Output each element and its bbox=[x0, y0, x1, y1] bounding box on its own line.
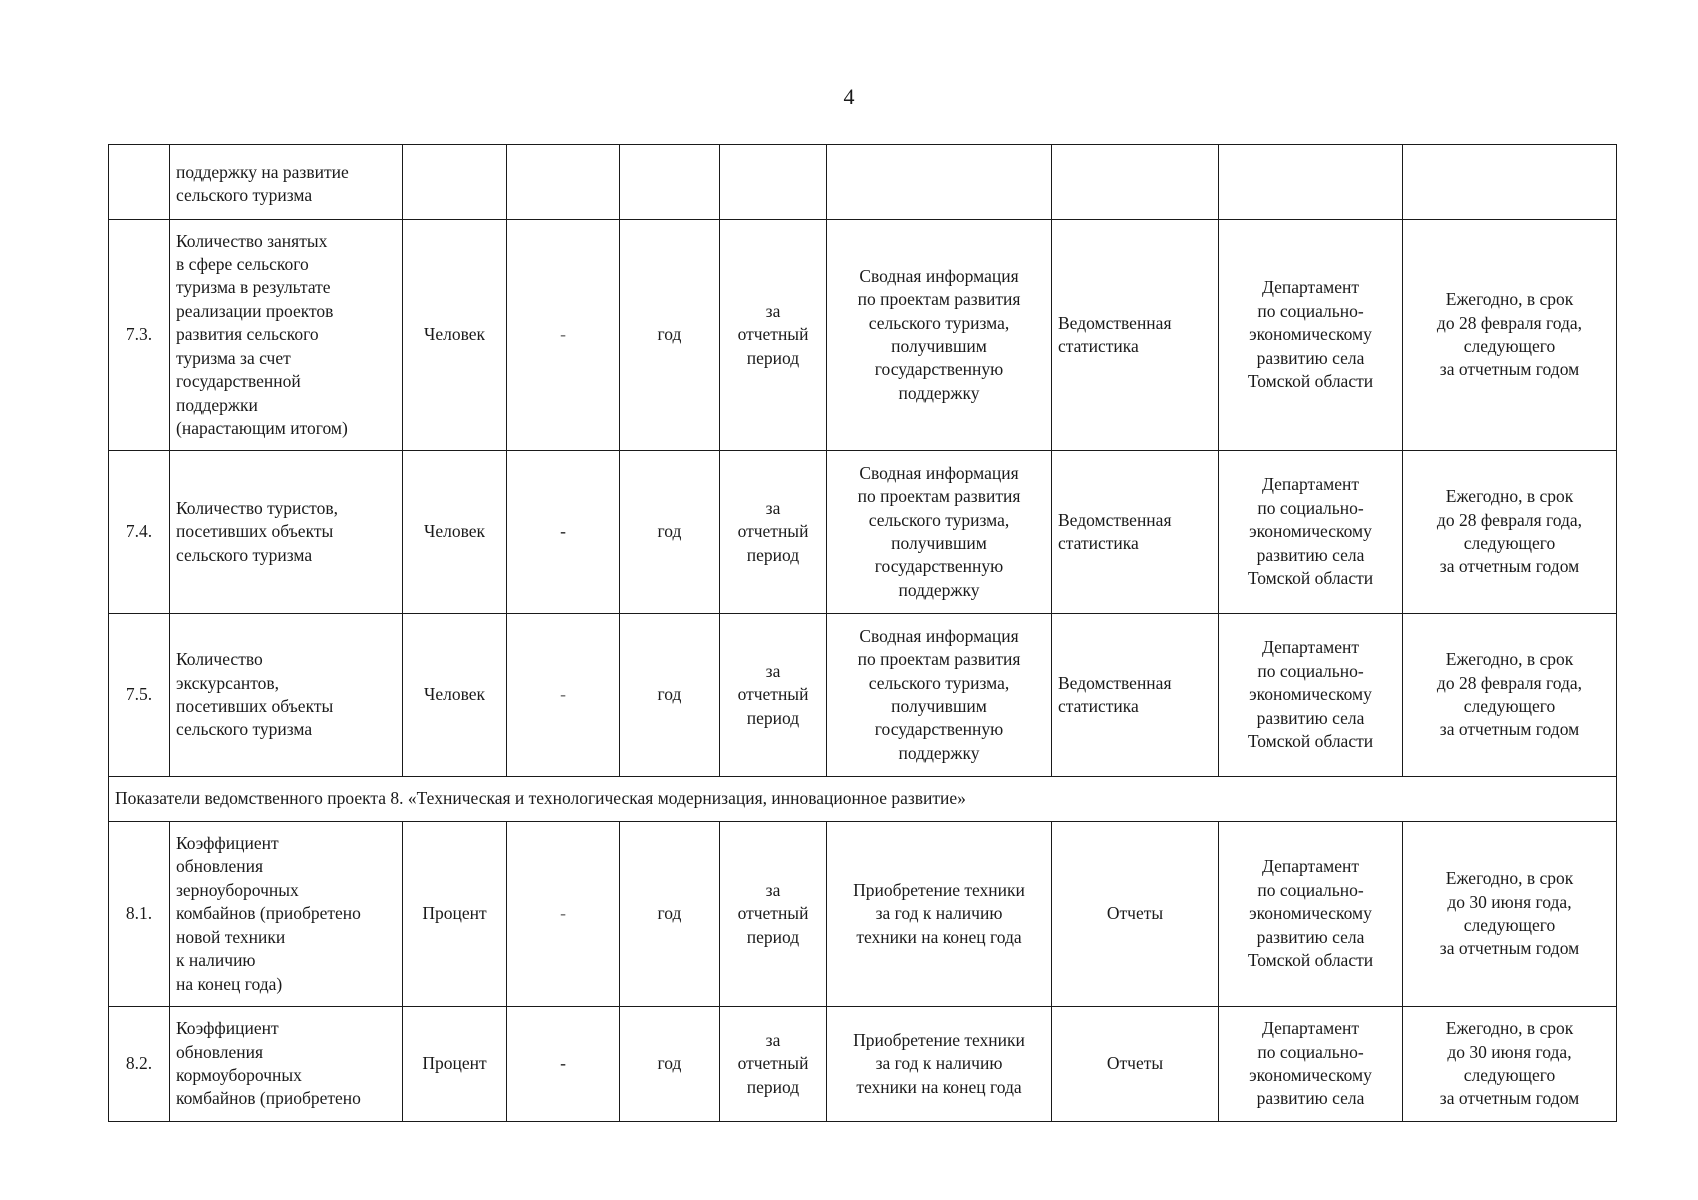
cell-attr bbox=[507, 220, 620, 451]
cell-deadline bbox=[1403, 220, 1617, 451]
cell-characteristic bbox=[720, 1007, 827, 1122]
cell-indicator-name bbox=[170, 220, 403, 451]
deadline-text: Ежегодно, в срок до 28 февраля года, следующего за отчетным годом bbox=[1436, 486, 1583, 577]
cell-method bbox=[827, 220, 1052, 451]
method-text: Приобретение техники за год к наличию техники на конец года bbox=[853, 879, 1025, 947]
deadline-text: Ежегодно, в срок до 28 февраля года, следующего за отчетным годом bbox=[1436, 649, 1583, 740]
cell-unit: Человек bbox=[403, 451, 507, 614]
cell-deadline bbox=[1403, 614, 1617, 777]
cell-responsible bbox=[1219, 614, 1403, 777]
section-header-row bbox=[109, 777, 1617, 822]
cell-num: 8.2. bbox=[109, 1007, 170, 1122]
attr-text: - bbox=[560, 903, 566, 924]
page-number: 4 bbox=[843, 84, 855, 109]
characteristic-text: за отчетный период bbox=[737, 660, 809, 728]
cell-method bbox=[827, 451, 1052, 614]
deadline-text: Ежегодно, в срок до 30 июня года, следующего за отчетным годом bbox=[1439, 1018, 1580, 1109]
cell-unit: Человек bbox=[403, 614, 507, 777]
cell-num: 7.4. bbox=[109, 451, 170, 614]
responsible-text: Департамент по социально- экономическому развитию села Томской области bbox=[1247, 277, 1374, 392]
cell-method bbox=[827, 822, 1052, 1007]
cell-unit bbox=[403, 145, 507, 220]
indicator-name-text: Коэффициент обновления кормоуборочных комбайнов (приобретено bbox=[176, 1018, 361, 1109]
cell-characteristic bbox=[720, 614, 827, 777]
responsible-text: Департамент по социально- экономическому развитию села Томской области bbox=[1247, 637, 1374, 752]
cell-attr bbox=[507, 145, 620, 220]
cell-source bbox=[1052, 145, 1219, 220]
table-row-continuation bbox=[109, 145, 1617, 220]
cell-source bbox=[1052, 451, 1219, 614]
responsible-text: Департамент по социально- экономическому развитию села Томской области bbox=[1247, 856, 1374, 971]
indicator-name-text: поддержку на развитие сельского туризма bbox=[176, 161, 349, 205]
cell-num bbox=[109, 145, 170, 220]
cell-source bbox=[1052, 220, 1219, 451]
cell-responsible bbox=[1219, 145, 1403, 220]
cell-deadline bbox=[1403, 451, 1617, 614]
cell-indicator-name bbox=[170, 451, 403, 614]
cell-responsible bbox=[1219, 220, 1403, 451]
responsible-text: Департамент по социально- экономическому развитию села bbox=[1249, 1018, 1372, 1109]
attr-text: - bbox=[560, 684, 566, 705]
indicator-name-text: Количество экскурсантов, посетивших объекты сельского туризма bbox=[176, 649, 334, 740]
indicator-name-text: Количество занятых в сфере сельского туризма в результате реализации проектов развития сельского туризма за счет государственной поддержки (нарастающим итогом) bbox=[176, 230, 348, 438]
table-row bbox=[109, 822, 1617, 1007]
source-text: Ведомственная статистика bbox=[1058, 312, 1172, 356]
method-text: Сводная информация по проектам развития сельского туризма, получившим государственную поддержку bbox=[857, 625, 1021, 763]
responsible-text: Департамент по социально- экономическому развитию села Томской области bbox=[1247, 474, 1374, 589]
cell-indicator-name bbox=[170, 145, 403, 220]
cell-deadline bbox=[1403, 822, 1617, 1007]
deadline-text: Ежегодно, в срок до 28 февраля года, следующего за отчетным годом bbox=[1436, 289, 1583, 380]
cell-periodicity: год bbox=[620, 614, 720, 777]
table-row bbox=[109, 1007, 1617, 1122]
cell-periodicity: год bbox=[620, 822, 720, 1007]
cell-num: 8.1. bbox=[109, 822, 170, 1007]
cell-characteristic bbox=[720, 145, 827, 220]
cell-method bbox=[827, 145, 1052, 220]
cell-periodicity: год bbox=[620, 451, 720, 614]
cell-deadline bbox=[1403, 145, 1617, 220]
attr-text: - bbox=[560, 1053, 566, 1074]
cell-unit: Процент bbox=[403, 1007, 507, 1122]
characteristic-text: за отчетный период bbox=[737, 497, 809, 565]
cell-attr bbox=[507, 822, 620, 1007]
deadline-text: Ежегодно, в срок до 30 июня года, следующего за отчетным годом bbox=[1439, 868, 1580, 959]
method-text: Сводная информация по проектам развития сельского туризма, получившим государственную поддержку bbox=[857, 462, 1021, 600]
indicators-table bbox=[108, 144, 1617, 1122]
cell-method bbox=[827, 614, 1052, 777]
cell-num: 7.5. bbox=[109, 614, 170, 777]
attr-text: - bbox=[560, 324, 566, 345]
cell-unit: Человек bbox=[403, 220, 507, 451]
cell-unit: Процент bbox=[403, 822, 507, 1007]
cell-source bbox=[1052, 614, 1219, 777]
cell-responsible bbox=[1219, 451, 1403, 614]
cell-periodicity: год bbox=[620, 1007, 720, 1122]
cell-source bbox=[1052, 1007, 1219, 1122]
cell-responsible bbox=[1219, 822, 1403, 1007]
source-text: Отчеты bbox=[1106, 1053, 1164, 1074]
source-text: Ведомственная статистика bbox=[1058, 509, 1172, 553]
cell-attr bbox=[507, 1007, 620, 1122]
attr-text: - bbox=[560, 521, 566, 542]
table-row bbox=[109, 614, 1617, 777]
method-text: Приобретение техники за год к наличию техники на конец года bbox=[853, 1029, 1025, 1097]
table-row bbox=[109, 220, 1617, 451]
cell-responsible bbox=[1219, 1007, 1403, 1122]
cell-attr bbox=[507, 614, 620, 777]
table-row bbox=[109, 451, 1617, 614]
method-text: Сводная информация по проектам развития сельского туризма, получившим государственную поддержку bbox=[857, 265, 1021, 403]
cell-num: 7.3. bbox=[109, 220, 170, 451]
cell-periodicity: год bbox=[620, 220, 720, 451]
indicator-name-text: Коэффициент обновления зерноуборочных комбайнов (приобретено новой техники к наличию на конец года) bbox=[176, 833, 361, 994]
cell-indicator-name bbox=[170, 1007, 403, 1122]
cell-characteristic bbox=[720, 220, 827, 451]
cell-characteristic bbox=[720, 822, 827, 1007]
source-text: Ведомственная статистика bbox=[1058, 672, 1172, 716]
source-text: Отчеты bbox=[1106, 903, 1164, 924]
cell-source bbox=[1052, 822, 1219, 1007]
cell-method bbox=[827, 1007, 1052, 1122]
cell-periodicity bbox=[620, 145, 720, 220]
indicator-name-text: Количество туристов, посетивших объекты сельского туризма bbox=[176, 497, 338, 565]
cell-indicator-name bbox=[170, 822, 403, 1007]
characteristic-text: за отчетный период bbox=[737, 300, 809, 368]
characteristic-text: за отчетный период bbox=[737, 879, 809, 947]
characteristic-text: за отчетный период bbox=[737, 1029, 809, 1097]
cell-indicator-name bbox=[170, 614, 403, 777]
cell-deadline bbox=[1403, 1007, 1617, 1122]
section-header: Показатели ведомственного проекта 8. «Техническая и технологическая модернизация, инновационное развитие» bbox=[109, 777, 1617, 822]
cell-characteristic bbox=[720, 451, 827, 614]
cell-attr bbox=[507, 451, 620, 614]
